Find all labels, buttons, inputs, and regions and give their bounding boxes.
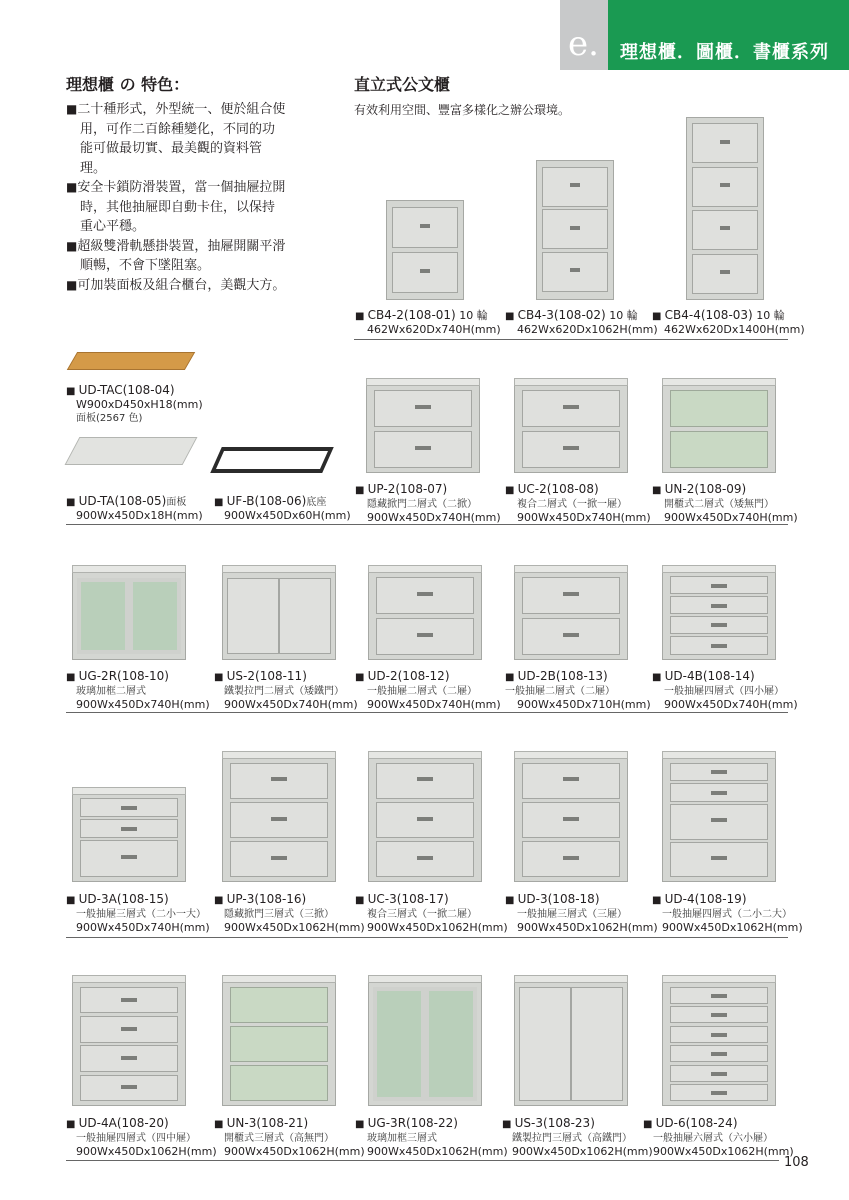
product-note: 10 輪 <box>756 309 785 322</box>
product-desc: 一般抽屜四層式（四小屜） <box>664 686 784 697</box>
product-size: 462Wx620Dx1062H(mm) <box>517 323 658 336</box>
product-code: ■ UD-TA(108-05) <box>66 494 166 508</box>
product-code: ■ US-2(108-11) <box>214 669 307 683</box>
product-desc: 一般抽屜二層式（二屜） <box>367 686 477 697</box>
product-desc: 開櫃式二層式（矮無門） <box>664 499 774 510</box>
cabinet-image-ud4a <box>72 982 186 1106</box>
cabinet-image-un3 <box>222 982 336 1106</box>
product-size: 900Wx450Dx1062H(mm) <box>76 1145 217 1158</box>
product-label-ud3a <box>66 893 210 934</box>
divider <box>66 712 788 713</box>
product-size: 900Wx450Dx740H(mm) <box>367 698 501 711</box>
section-title: 理想櫃．圖櫃．書櫃系列 <box>620 42 829 63</box>
feature-item: ■ 可加裝面板及組合櫃台，美觀大方。 <box>66 276 286 296</box>
cabinet-image-ud2 <box>368 572 482 660</box>
cabinet-image-up3 <box>222 758 336 882</box>
cabinet-image-ud2b <box>514 572 628 660</box>
divider <box>66 937 788 938</box>
product-size: 900Wx450Dx1062H(mm) <box>367 1145 508 1158</box>
cabinet-image-ud3 <box>514 758 628 882</box>
product-label-ud4 <box>652 893 803 934</box>
product-size: 900Wx450Dx740H(mm) <box>224 698 358 711</box>
product-desc: 隱藏掀門二層式（二掀） <box>367 499 477 510</box>
product-label-ug2r <box>66 670 210 711</box>
divider <box>66 524 788 525</box>
wood-top-panel-image <box>67 352 195 370</box>
vertical-cabinet-subtitle: 有效利用空間、豐富多樣化之辦公環境。 <box>354 103 571 117</box>
base-frame-image <box>210 447 334 473</box>
product-code: ■ CB4-2(108-01) <box>355 308 456 322</box>
product-note: 底座 <box>306 497 327 508</box>
product-size: 462Wx620Dx740H(mm) <box>367 323 501 336</box>
product-label-us3 <box>502 1117 653 1158</box>
cabinet-image-cb43 <box>536 160 614 300</box>
product-size: 900Wx450Dx740H(mm) <box>76 698 210 711</box>
product-desc: 鐵製拉門二層式（矮鐵門） <box>224 686 344 697</box>
features-list <box>66 100 286 295</box>
product-size: 900Wx450Dx1062H(mm) <box>517 921 658 934</box>
feature-item: ■ 二十種形式，外型統一、便於組合使用，可作二百餘種變化，不同的功能可做最切實、最美觀的資料管理。 <box>66 100 286 178</box>
product-label-ud3 <box>505 893 658 934</box>
product-code: ■ UD-4A(108-20) <box>66 1116 169 1130</box>
product-code: ■ UD-6(108-24) <box>643 1116 738 1130</box>
product-size: 900Wx450Dx1062H(mm) <box>224 921 365 934</box>
product-code: ■ UD-4(108-19) <box>652 892 747 906</box>
product-desc: 一般抽屜四層式（二小二大） <box>662 909 792 920</box>
product-code: ■ CB4-4(108-03) <box>652 308 753 322</box>
product-size: 900Wx450Dx740H(mm) <box>664 698 798 711</box>
product-size: 900Wx450Dx1062H(mm) <box>367 921 508 934</box>
product-desc: 玻璃加框三層式 <box>367 1133 437 1144</box>
product-desc: 隱藏掀門三層式（三掀） <box>224 909 334 920</box>
product-label-up3 <box>214 893 365 934</box>
product-code: ■ UD-TAC(108-04) <box>66 383 175 397</box>
page-number: 108 <box>784 1155 809 1170</box>
product-label-ud2b <box>505 670 651 711</box>
product-desc: 鐵製拉門三層式（高鐵門） <box>512 1133 632 1144</box>
product-label-ud2 <box>355 670 501 711</box>
product-code: ■ UD-3A(108-15) <box>66 892 169 906</box>
product-size: 900Wx450Dx1062H(mm) <box>653 1145 794 1158</box>
cabinet-image-uc3 <box>368 758 482 882</box>
product-desc: 一般抽屜四層式（四中屜） <box>76 1133 196 1144</box>
product-size: 900Wx450Dx740H(mm) <box>76 921 210 934</box>
product-label-un2 <box>652 483 798 524</box>
cabinet-image-un2 <box>662 385 776 473</box>
product-label-udta <box>66 495 203 522</box>
product-code: ■ UP-2(108-07) <box>355 482 447 496</box>
product-label-us2 <box>214 670 358 711</box>
product-code: ■ UF-B(108-06) <box>214 494 306 508</box>
product-label-uc2 <box>505 483 651 524</box>
cabinet-image-ud3a <box>72 794 186 882</box>
cabinet-image-us3 <box>514 982 628 1106</box>
product-size: 900Wx450Dx1062H(mm) <box>662 921 803 934</box>
product-code: ■ UD-3(108-18) <box>505 892 600 906</box>
cabinet-image-ud6 <box>662 982 776 1106</box>
cabinet-image-ud4 <box>662 758 776 882</box>
product-code: ■ UG-3R(108-22) <box>355 1116 458 1130</box>
product-note: 面板 <box>166 497 187 508</box>
product-code: ■ UC-2(108-08) <box>505 482 599 496</box>
divider <box>66 1160 779 1161</box>
cabinet-image-cb42 <box>386 200 464 300</box>
product-size: 900Wx450Dx60H(mm) <box>224 509 351 522</box>
product-desc: 開櫃式三層式（高無門） <box>224 1133 334 1144</box>
section-letter: e. <box>568 24 599 64</box>
product-size: 900Wx450Dx1062H(mm) <box>224 1145 365 1158</box>
product-code: ■ UD-2B(108-13) <box>505 669 608 683</box>
product-note: 10 輪 <box>609 309 638 322</box>
divider <box>354 339 788 340</box>
cabinet-image-up2 <box>366 385 480 473</box>
cabinet-image-us2 <box>222 572 336 660</box>
product-desc: 一般抽屜三層式（三屜） <box>517 909 627 920</box>
product-code: ■ US-3(108-23) <box>502 1116 595 1130</box>
cabinet-image-ug3r <box>368 982 482 1106</box>
product-code: ■ UN-3(108-21) <box>214 1116 308 1130</box>
cabinet-image-uc2 <box>514 385 628 473</box>
product-desc: 面板(2567 色) <box>76 413 143 424</box>
product-code: ■ UC-3(108-17) <box>355 892 449 906</box>
product-desc: 一般抽屜六層式（六小屜） <box>653 1133 773 1144</box>
product-size: 900Wx450Dx740H(mm) <box>664 511 798 524</box>
product-size: 900Wx450Dx18H(mm) <box>76 509 203 522</box>
product-code: ■ UN-2(108-09) <box>652 482 746 496</box>
product-label-up2 <box>355 483 501 524</box>
product-label-ug3r <box>355 1117 508 1158</box>
product-label-uc3 <box>355 893 508 934</box>
product-label-cb44 <box>652 309 805 336</box>
product-label-cb42 <box>355 309 501 336</box>
product-desc: 複合三層式（一掀二屜） <box>367 909 477 920</box>
product-desc: 一般抽屜三層式（二小一大） <box>76 909 206 920</box>
feature-item: ■ 超級雙滑軌懸掛裝置，抽屜開關平滑順暢，不會下墜阻塞。 <box>66 237 286 276</box>
product-size: W900xD450xH18(mm) <box>76 398 203 411</box>
product-code: ■ UD-2(108-12) <box>355 669 450 683</box>
product-label-ud4b <box>652 670 798 711</box>
product-label-ud6 <box>643 1117 794 1158</box>
product-size: 900Wx450Dx740H(mm) <box>517 511 651 524</box>
features-title: 理想櫃 の 特色： <box>66 75 190 94</box>
product-code: ■ UD-4B(108-14) <box>652 669 755 683</box>
product-label-cb43 <box>505 309 658 336</box>
cabinet-image-ud4b <box>662 572 776 660</box>
product-code: ■ CB4-3(108-02) <box>505 308 606 322</box>
vertical-cabinet-title: 直立式公文櫃 <box>354 75 451 94</box>
product-desc: 玻璃加框二層式 <box>76 686 146 697</box>
product-label-ufb <box>214 495 351 522</box>
product-note: 10 輪 <box>459 309 488 322</box>
product-code: ■ UP-3(108-16) <box>214 892 306 906</box>
product-code: ■ UG-2R(108-10) <box>66 669 169 683</box>
product-desc: 複合二層式（一掀一屜） <box>517 499 627 510</box>
cabinet-image-cb44 <box>686 117 764 300</box>
product-size: 462Wx620Dx1400H(mm) <box>664 323 805 336</box>
product-label-un3 <box>214 1117 365 1158</box>
cabinet-image-ug2r <box>72 572 186 660</box>
product-size: 900Wx450Dx740H(mm) <box>367 511 501 524</box>
product-label-udtac <box>66 384 203 425</box>
feature-item: ■ 安全卡鎖防滑裝置，當一個抽屜拉開時，其他抽屜即自動卡住，以保持重心平穩。 <box>66 178 286 237</box>
grey-top-panel-image <box>65 437 198 465</box>
product-size: 900Wx450Dx710H(mm) <box>517 698 651 711</box>
product-size: 900Wx450Dx1062H(mm) <box>512 1145 653 1158</box>
product-desc: 一般抽屜二層式（二屜） <box>505 686 615 697</box>
product-label-ud4a <box>66 1117 217 1158</box>
